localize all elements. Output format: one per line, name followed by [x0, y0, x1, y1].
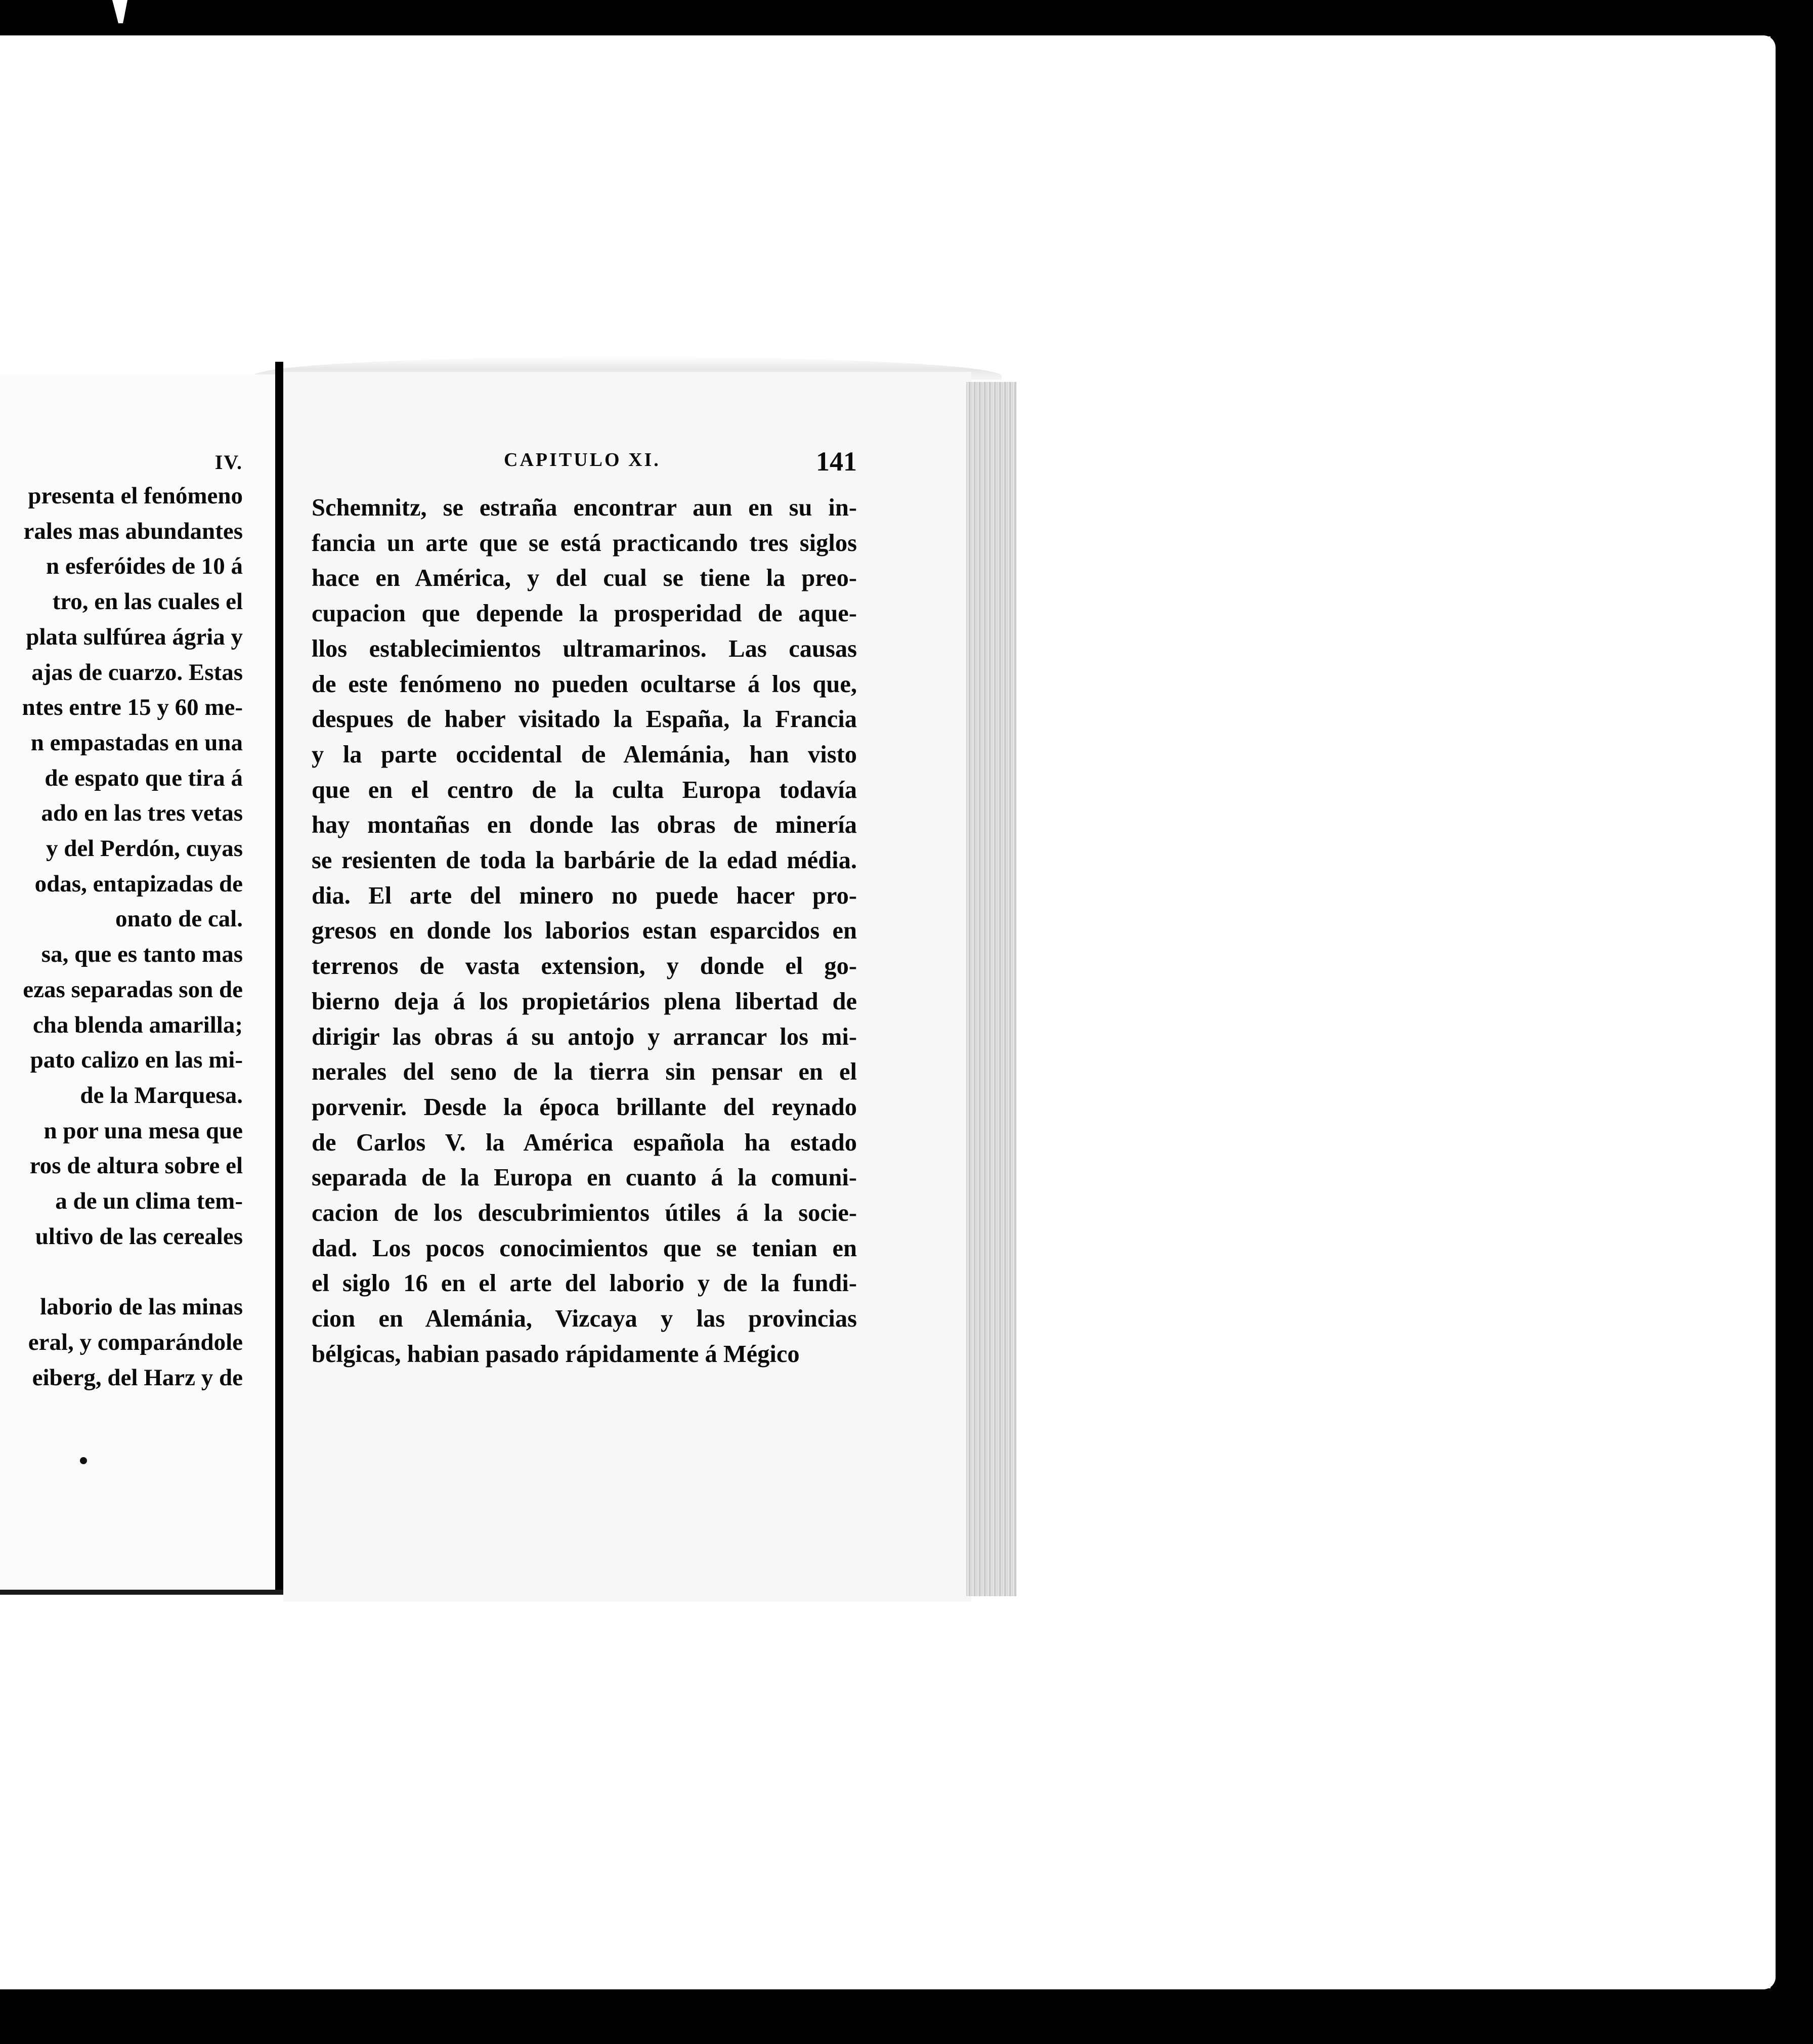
- left-text-line: sa, que es tanto mas: [41, 941, 243, 968]
- left-text-line: ado en las tres vetas: [41, 800, 243, 827]
- left-text-line: y del Perdón, cuyas: [46, 835, 243, 862]
- left-running-head: IV.: [214, 451, 243, 474]
- body-text-line: y la parte occidental de Alemánia, han visto: [312, 741, 857, 768]
- left-text-line: plata sulfúrea ágria y: [26, 623, 243, 650]
- body-text-line: de Carlos V. la América española ha estado: [312, 1129, 857, 1156]
- left-text-line: eral, y comparándole: [28, 1329, 243, 1355]
- body-text-line: que en el centro de la culta Europa todavía: [312, 776, 857, 803]
- body-text-line: porvenir. Desde la época brillante del reynado: [312, 1093, 857, 1121]
- chapter-title: CAPITULO XI.: [504, 449, 661, 471]
- left-text-line: ultivo de las cereales: [35, 1223, 243, 1250]
- body-text-line: se resienten de toda la barbárie de la edad média.: [312, 847, 857, 874]
- body-text-line: hace en América, y del cual se tiene la preo-: [312, 565, 857, 592]
- left-text-line: n por una mesa que: [44, 1117, 243, 1144]
- left-text-line: odas, entapizadas de: [34, 870, 243, 897]
- body-text-line: gresos en donde los laborios estan esparcidos en: [312, 917, 857, 945]
- left-page-text: [0, 450, 243, 1395]
- body-text-line: bélgicas, habian pasado rápidamente á Mégico: [312, 1340, 800, 1368]
- body-text-line: el siglo 16 en el arte del laborio y de la fundi-: [312, 1270, 857, 1297]
- body-text-line: separada de la Europa en cuanto á la comuni-: [312, 1164, 857, 1191]
- left-text-line: n esferóides de 10 á: [46, 553, 243, 580]
- scan-speck: [80, 1457, 87, 1464]
- left-text-line: de la Marquesa.: [80, 1082, 243, 1109]
- body-text-line: cion en Alemánia, Vizcaya y las provincias: [312, 1305, 857, 1333]
- left-page: [0, 374, 277, 1589]
- body-text-line: llos establecimientos ultramarinos. Las causas: [312, 635, 857, 662]
- right-page-text: [312, 446, 857, 1372]
- left-text-line: cha blenda amarilla;: [32, 1011, 243, 1038]
- body-text-line: nerales del seno de la tierra sin pensar en el: [312, 1058, 857, 1086]
- left-text-line: onato de cal.: [115, 906, 243, 932]
- left-text-line: ntes entre 15 y 60 me-: [22, 694, 243, 721]
- left-text-line: de espato que tira á: [45, 764, 243, 791]
- body-text-line: dirigir las obras á su antojo y arrancar los mi-: [312, 1023, 857, 1050]
- left-text-line: eiberg, del Harz y de: [32, 1364, 243, 1391]
- gutter-shadow: [0, 1590, 283, 1595]
- body-text-line: Schemnitz, se estraña encontrar aun en su in-: [312, 494, 857, 521]
- left-text-line: ezas separadas son de: [23, 976, 243, 1003]
- body-text-line: dia. El arte del minero no puede hacer pro-: [312, 882, 857, 909]
- left-text-line: [0, 1254, 243, 1290]
- body-text-line: despues de haber visitado la España, la Francia: [312, 706, 857, 733]
- right-page: [283, 372, 971, 1601]
- page-edges: [966, 382, 1017, 1596]
- body-text-line: de este fenómeno no pueden ocultarse á los que,: [312, 670, 857, 698]
- left-text-line: tro, en las cuales el: [52, 588, 243, 615]
- left-text-line: laborio de las minas: [40, 1294, 243, 1321]
- left-text-line: a de un clima tem-: [55, 1188, 243, 1215]
- page-number: 141: [816, 446, 857, 477]
- body-text-line: cacion de los descubrimientos útiles á la socie-: [312, 1200, 857, 1227]
- left-text-line: rales mas abundantes: [23, 518, 243, 544]
- open-book: [0, 357, 1037, 1606]
- left-text-line: n empastadas en una: [30, 729, 243, 756]
- running-head: [312, 446, 857, 490]
- book-gutter: [275, 362, 283, 1594]
- body-text-line: terrenos de vasta extension, y donde el go-: [312, 953, 857, 980]
- left-text-line: presenta el fenómeno: [28, 483, 243, 509]
- left-text-line: pato calizo en las mi-: [30, 1047, 243, 1074]
- scan-border-bottom: [0, 1988, 1813, 2044]
- body-text-line: dad. Los pocos conocimientos que se tenian en: [312, 1234, 857, 1262]
- left-text-line: ajas de cuarzo. Estas: [31, 659, 243, 686]
- body-text-line: hay montañas en donde las obras de minería: [312, 812, 857, 839]
- body-text-line: fancia un arte que se está practicando tres siglos: [312, 529, 857, 557]
- body-text-line: bierno deja á los propietários plena libertad de: [312, 988, 857, 1015]
- body-text-line: cupacion que depende la prosperidad de aque-: [312, 600, 857, 627]
- scan-border-top: [0, 0, 1813, 36]
- left-text-line: ros de altura sobre el: [29, 1153, 243, 1179]
